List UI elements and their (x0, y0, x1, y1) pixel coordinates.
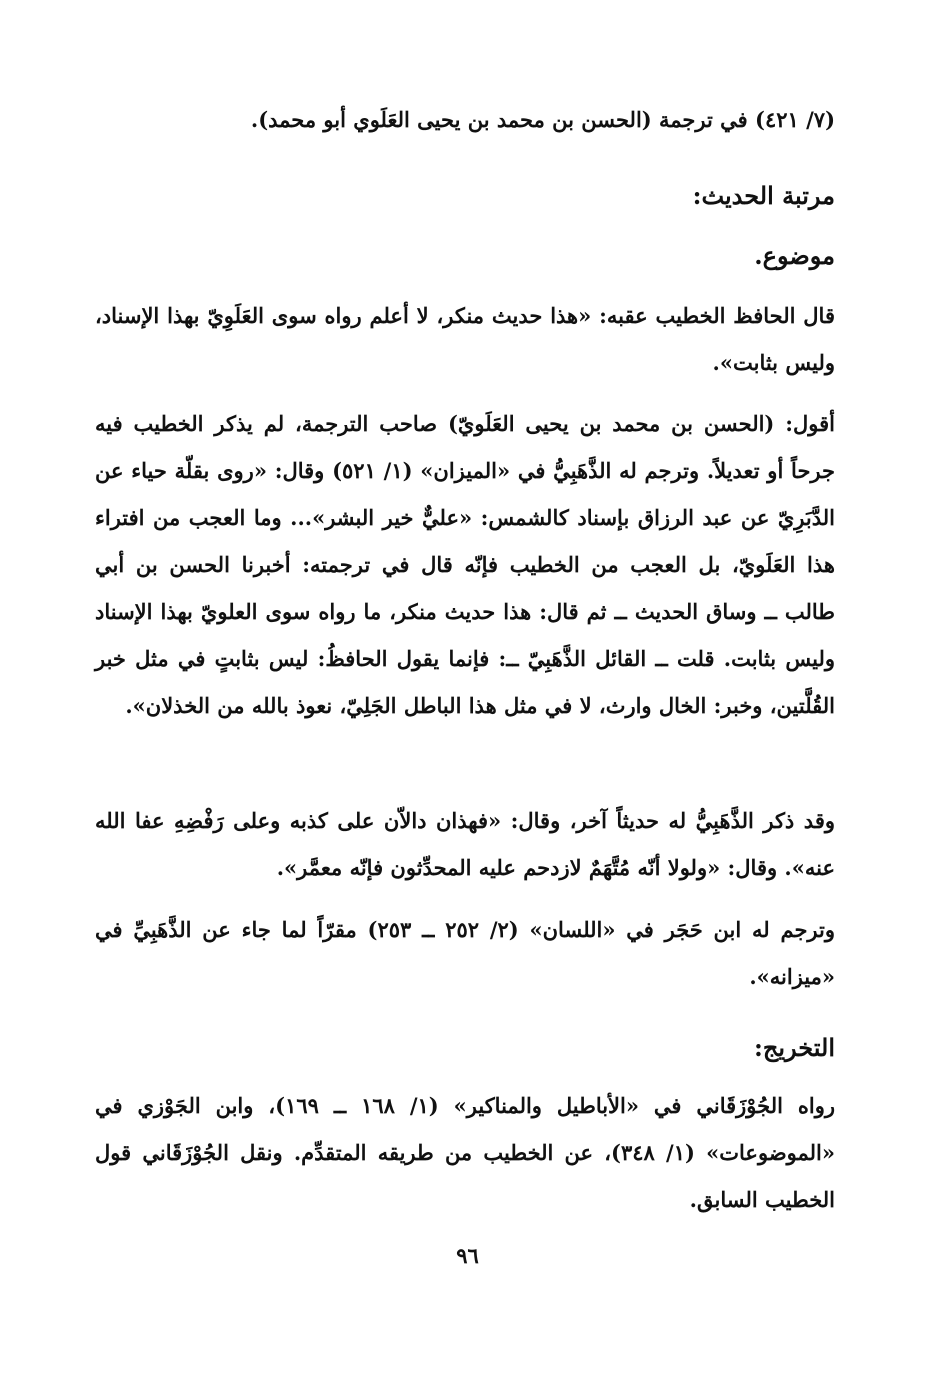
paragraph-khatib-comment: قال الحافظ الخطيب عقبه: «هذا حديث منكر، لا أعلم رواه سوى العَلَوِيّ بهذا الإسناد، وليس بثابت». (95, 303, 835, 375)
paragraph-author-commentary: أقول: (الحسن بن محمد بن يحيى العَلَويّ) صاحب الترجمة، لم يذكر الخطيب فيه جرحاً أو تعديلاً. وترجم له الذَّهَبِيُّ في «الميزان» (١/ ٥٢١) وقال: «روى بقلّة حياء عن الدَّبَرِيّ عن عبد الرزاق بإسناد كالشمس: «عليٌّ خير البشر»... وما العجب من افتراء هذا العَلَويّ، بل العجب من الخطيب فإنّه قال في ترجمته: أخبرنا الحسن بن أبي طالب ــ وساق الحديث ــ ثم قال: هذا حديث منكر، ما رواه سوى العلويّ بهذا الإسناد وليس بثابت. قلت ــ القائل الذَّهَبِيّ ــ: فإنما يقول الحافظُ: ليس بثابتٍ في مثل خبر القُلَّتين، وخبر: الخال وارث، لا في مثل هذا الباطل الجَلِيّ، نعوذ بالله من الخذلان». (95, 411, 835, 718)
paragraph-dhahabi-other-hadith: وقد ذكر الذَّهَبِيُّ له حديثاً آخر، وقال: «فهذان دالاّن على كذبه وعلى رَفْضِهِ عفا الله عنه». وقال: «ولولا أنّه مُتَّهَمٌ لازدحم عليه المحدِّثون فإنّه معمَّر». (95, 808, 835, 880)
heading-takhrij: التخريج: (754, 1033, 835, 1062)
page-number: ٩٦ (456, 1243, 479, 1268)
hadith-rank-value: موضوع. (754, 241, 835, 270)
paragraph-ibn-hajar: وترجم له ابن حَجَر في «اللسان» (٢/ ٢٥٢ ــ ٢٥٣) مقرّاً لما جاء عن الذَّهَبِيِّ في «ميزانه». (95, 917, 836, 989)
heading-hadith-rank: مرتبة الحديث: (692, 181, 835, 210)
paragraph-takhrij: رواه الجُوْزَقَاني في «الأباطيل والمناكير» (١/ ١٦٨ ــ ١٦٩)، وابن الجَوْزي في «الموضوعات» (١/ ٣٤٨)، عن الخطيب من طريقه المتقدِّم. ونقل الجُوْزَقَاني قول الخطيب السابق. (95, 1093, 835, 1212)
intro-line: (٧/ ٤٢١) في ترجمة (الحسن بن محمد بن يحيى العَلَوي أبو محمد). (250, 107, 835, 132)
